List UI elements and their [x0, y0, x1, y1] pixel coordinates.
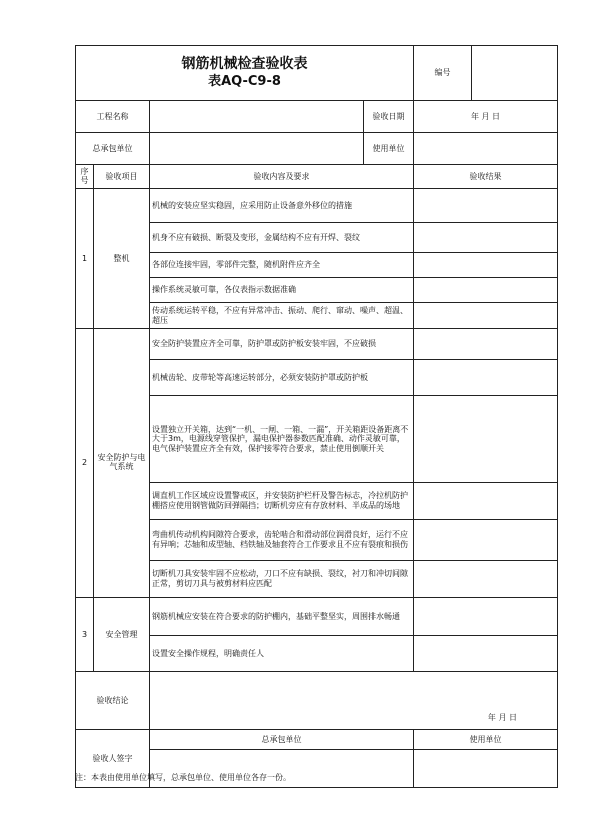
result-cell[interactable] [414, 483, 558, 520]
result-cell[interactable] [414, 278, 558, 303]
number-label: 编号 [414, 46, 472, 101]
section-3-item: 安全管理 [94, 598, 150, 672]
result-cell[interactable] [414, 636, 558, 672]
user-unit-field[interactable] [414, 133, 558, 165]
requirement-row: 机械齿轮、皮带轮等高速运转部分，必须安装防护罩或防护板 [150, 360, 414, 396]
requirement-row: 设置独立开关箱，达到“一机、一闸、一箱、一漏”，开关箱距设备距离不大于3m，电源线穿管保护，漏电保护器参数匹配准确、动作灵敏可靠，电气保护装置应齐全有效，保护接零符合要求，禁止使用倒顺开关 [150, 396, 414, 483]
sign-user-label: 使用单位 [414, 730, 558, 750]
seq-header: 序号 [76, 165, 94, 189]
form-title [76, 46, 414, 101]
result-cell[interactable] [414, 303, 558, 329]
result-header: 验收结果 [414, 165, 558, 189]
section-1-seq: 1 [76, 189, 94, 329]
section-3-seq: 3 [76, 598, 94, 672]
signature-label: 验收人签字 [76, 730, 150, 788]
general-contractor-label: 总承包单位 [76, 133, 150, 165]
conclusion-field[interactable]: 年 月 日 [150, 672, 558, 730]
footnote: 注：本表由使用单位填写，总承包单位、使用单位各存一份。 [75, 773, 291, 782]
project-name-field[interactable] [150, 101, 364, 133]
requirement-row: 安全防护装置应齐全可靠，防护罩或防护板安装牢固，不应破损 [150, 329, 414, 360]
section-2-seq: 2 [76, 329, 94, 598]
result-cell[interactable] [414, 189, 558, 223]
result-cell[interactable] [414, 329, 558, 360]
sign-user-field[interactable] [414, 750, 558, 788]
user-unit-label: 使用单位 [364, 133, 414, 165]
item-header: 验收项目 [94, 165, 150, 189]
check-date-field[interactable]: 年 月 日 [414, 101, 558, 133]
form-code: 表AQ-C9-8 [208, 73, 281, 89]
requirement-row: 钢筋机械应安装在符合要求的防护棚内，基础平整坚实，周围排水畅通 [150, 598, 414, 636]
requirement-row: 弯曲机传动机构间隙符合要求，齿轮啮合和滑动部位润滑良好，运行不应有异响；芯轴和成型轴、档铁轴及轴套符合工作要求且不应有裂痕和损伤 [150, 520, 414, 561]
requirement-row: 传动系统运转平稳，不应有异常冲击、振动、爬行、窜动、噪声、超温、超压 [150, 303, 414, 329]
result-cell[interactable] [414, 253, 558, 278]
result-cell[interactable] [414, 396, 558, 483]
requirement-row: 设置安全操作规程，明确责任人 [150, 636, 414, 672]
result-cell[interactable] [414, 360, 558, 396]
requirement-row: 各部位连接牢固，零部件完整，随机附件应齐全 [150, 253, 414, 278]
section-2-item: 安全防护与电气系统 [94, 329, 150, 598]
project-name-label: 工程名称 [76, 101, 150, 133]
result-cell[interactable] [414, 223, 558, 253]
general-contractor-field[interactable] [150, 133, 364, 165]
requirement-row: 机身不应有破损、断裂及变形，金属结构不应有开焊、裂纹 [150, 223, 414, 253]
result-cell[interactable] [414, 598, 558, 636]
sign-contractor-label: 总承包单位 [150, 730, 414, 750]
inspection-form [75, 45, 558, 788]
result-cell[interactable] [414, 520, 558, 561]
requirement-row: 机械的安装应坚实稳固，应采用防止设备意外移位的措施 [150, 189, 414, 223]
conclusion-label: 验收结论 [76, 672, 150, 730]
number-field[interactable] [472, 46, 558, 101]
result-cell[interactable] [414, 561, 558, 598]
section-1-item: 整机 [94, 189, 150, 329]
form-title-text: 钢筋机械检查验收表 [181, 56, 308, 73]
content-header: 验收内容及要求 [150, 165, 414, 189]
requirement-row: 切断机刀具安装牢固不应松动，刀口不应有缺损、裂纹，衬刀和冲切间隙正常，剪切刀具与被剪材料应匹配 [150, 561, 414, 598]
check-date-label: 验收日期 [364, 101, 414, 133]
requirement-row: 调直机工作区域应设置警戒区，并安装防护栏杆及警告标志，冷拉机防护棚搭应使用钢管做防回弹隔挡；切断机旁应有存放材料、半成品的场地 [150, 483, 414, 520]
requirement-row: 操作系统灵敏可靠，各仪表指示数据准确 [150, 278, 414, 303]
